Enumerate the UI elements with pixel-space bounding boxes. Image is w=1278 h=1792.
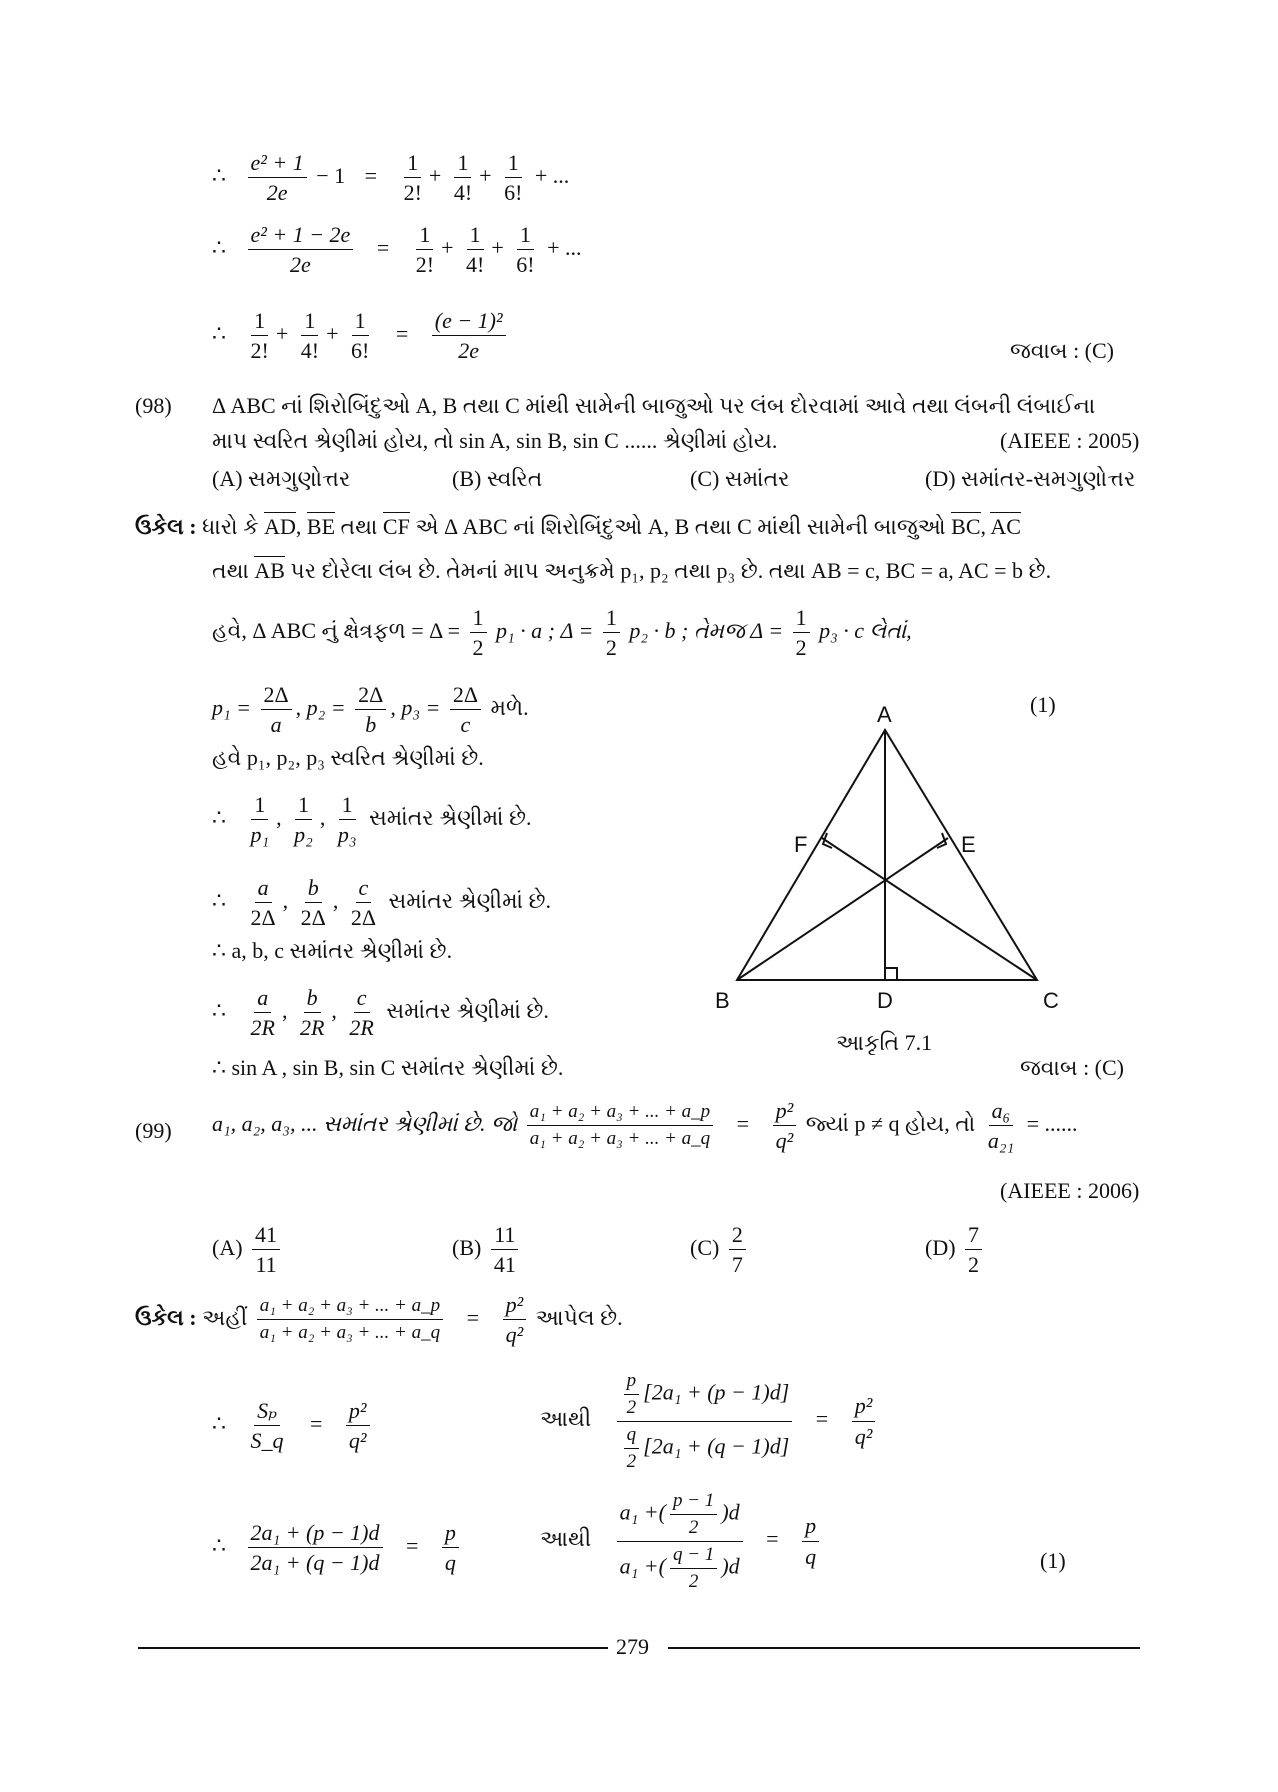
q98-solution-line-1: ઉકેલ : ધારો કે AD, BE તથા CF એ Δ ABC નાં શિરોબિંદુઓ A, B તથા C માંથી સામેની બાજુઓ BC, AC [135,514,1021,539]
altitude-cf [822,838,1037,980]
page-number: 279 [616,1634,649,1659]
triangle-figure [705,700,1065,1020]
q99-sum-formula-line: આથી $\frac{p}{2}$ [2a₁ + (p − 1)d] $\frac{q}{2}$ [2a₁ + (q − 1)d] = $\frac{\text{p²}}{\text{q²}}$ [540,1370,879,1472]
q98-sin-line: ∴ sin A , sin B, sin C સમાંતર શ્રેણીમાં છે. [212,1055,564,1080]
q98-abc-line: ∴ a, b, c સમાંતર શ્રેણીમાં છે. [212,938,453,963]
q98-area-line: હવે, Δ ABC નું ક્ષેત્રફળ = Δ = $\frac{1}{2}$ p₁ · a ; Δ = $\frac{1}{2}$ p₂ · b ; તેમજ Δ = $\frac{1}{2}$ p₃ · c લેતાં, [212,605,912,661]
q99-solution-line-1: ઉકેલ : અહીં $\frac{\text{a₁ + a₂ + a₃ + ... + a\_p}}{\text{a₁ + a₂ + a₃ + ... + a\_q}}$ = $\frac{\text{p²}}{\text{q²}}$ આપેલ છે. [135,1292,623,1348]
q99-ratio-line: ∴ $\frac{\text{2a₁ + (p − 1)d}}{\text{2a₁ + (q − 1)d}}$ = $\frac{p}{q}$ [212,1520,463,1576]
q98-line-1: Δ ABC નાં શિરોબિંદુઓ A, B તથા C માંથી સામેની બાજુઓ પર લંબ દોરવામાં આવે તથા લંબની લંબાઈના [212,393,1096,418]
question-number-99: (99) [135,1118,172,1143]
label-b: B [715,988,730,1013]
q99-option-b: (B) $\frac{11}{41}$ [452,1222,523,1278]
right-angle-e [937,833,946,848]
q99-option-d: (D) $\frac{7}{2}$ [925,1222,986,1278]
q98-recip-line: ∴ $\frac{1}{\text{p₁}}$ , $\frac{1}{\text{p₂}}$ , $\frac{1}{\text{p₃}}$ સમાંતર શ્રેણીમાં છે. [212,792,532,848]
q99-eqno: (1) [1040,1548,1066,1573]
q99-option-a: (A) $\frac{41}{11}$ [212,1222,284,1278]
label-e: E [961,832,976,857]
label-a: A [877,702,892,727]
q98-option-d: (D) સમાંતર-સમગુણોત્તર [925,466,1136,491]
q98-line-2: માપ સ્વરિત શ્રેણીમાં હોય, તો sin A, sin B, sin C ...... શ્રેણીમાં હોય. [212,428,778,453]
altitude-be [737,838,948,980]
q98-option-b: (B) સ્વરિત [452,466,543,491]
top-line-2: ∴ $\frac{\text{e² + 1 − 2e}}{2e}$ = $\frac{1}{2!}$ + $\frac{1}{4!}$ + $\frac{1}{6!}$ + ... [212,222,582,278]
answer-top: જવાબ : (C) [1010,338,1115,363]
answer-98: જવાબ : (C) [1020,1055,1125,1080]
fraction: $\frac{\text{e² + 1}}{2e}$ [248,150,307,206]
top-line-3: ∴ $\frac{1}{2!}$ + $\frac{1}{4!}$ + $\frac{1}{6!}$ = $\frac{\text{(e − 1)²}}{2e}$ [212,308,510,364]
label-f: F [794,832,808,857]
q98-option-c: (C) સમાંતર [690,466,790,491]
solution-label: ઉકેલ : [135,1304,197,1330]
footer-rule-left [138,1647,608,1649]
q98-option-a: (A) સમગુણોત્તર [212,466,351,491]
q99-stem: a₁, a₂, a₃, ... સમાંતર શ્રેણીમાં છે. જો $\frac{\text{a₁ + a₂ + a₃ + ... + a\_p}}{\text{a₁ + a₂ + a₃ + ... + a\_q}}$ = $\frac{\text{p²}}{\text{q²}}$ જ્યાં p ≠ q હોય, તો $\frac{\text{a₆}}{\text{a₂₁}}$ = ...... [212,1098,1078,1154]
q98-over-2r-line: ∴ $\frac{a}{2R}$ , $\frac{b}{2R}$ , $\frac{c}{2R}$ સમાંતર શ્રેણીમાં છે. [212,985,549,1041]
q98-over-delta-line: ∴ $\frac{a}{2\Delta}$ , $\frac{b}{2\Delta}$ , $\frac{c}{2\Delta}$ સમાંતર શ્રેણીમાં છે. [212,875,552,931]
q99-source: (AIEEE : 2006) [1000,1178,1140,1203]
q98-source: (AIEEE : 2005) [1000,428,1140,453]
label-c: C [1043,988,1059,1013]
footer-rule-right [668,1647,1140,1649]
q99-sp-sq-line: ∴ $\frac{\text{Sₚ}}{S\_q}$ = $\frac{\text{p²}}{\text{q²}}$ [212,1398,374,1454]
solution-label: ઉકેલ : [135,514,197,539]
label-d: D [877,988,893,1013]
q98-harmonic-line: હવે p₁, p₂, p₃ સ્વરિત શ્રેણીમાં છે. [212,745,484,770]
q98-eqno: (1) [1030,692,1056,717]
q98-solution-line-2: તથા AB પર દોરેલા લંબ છે. તેમનાં માપ અનુક્રમે p₁, p₂ તથા p₃ છે. તથા AB = c, BC = a, AC = b છે. [212,558,1052,583]
triangle-abc [737,730,1037,980]
right-angle-d [885,968,897,980]
figure-caption: આકૃતિ 7.1 [836,1030,933,1055]
q99-option-c: (C) $\frac{2}{7}$ [690,1222,750,1278]
question-number-98: (98) [135,393,172,418]
top-line-1: ∴ $\frac{\text{e² + 1}}{2e}$ − 1 = $\frac{1}{2!}$ + $\frac{1}{4!}$ + $\frac{1}{6!}$ + ... [212,150,570,206]
q98-p-values: p₁ = $\frac{2\Delta}{a}$ , p₂ = $\frac{2\Delta}{b}$ , p₃ = $\frac{2\Delta}{c}$ મળે. [212,682,529,738]
q99-expanded-line: આથી a₁ +( $\frac{p - 1}{2}$ )d a₁ +( $\frac{q - 1}{2}$ )d = $\frac{p}{q}$ [540,1490,823,1592]
